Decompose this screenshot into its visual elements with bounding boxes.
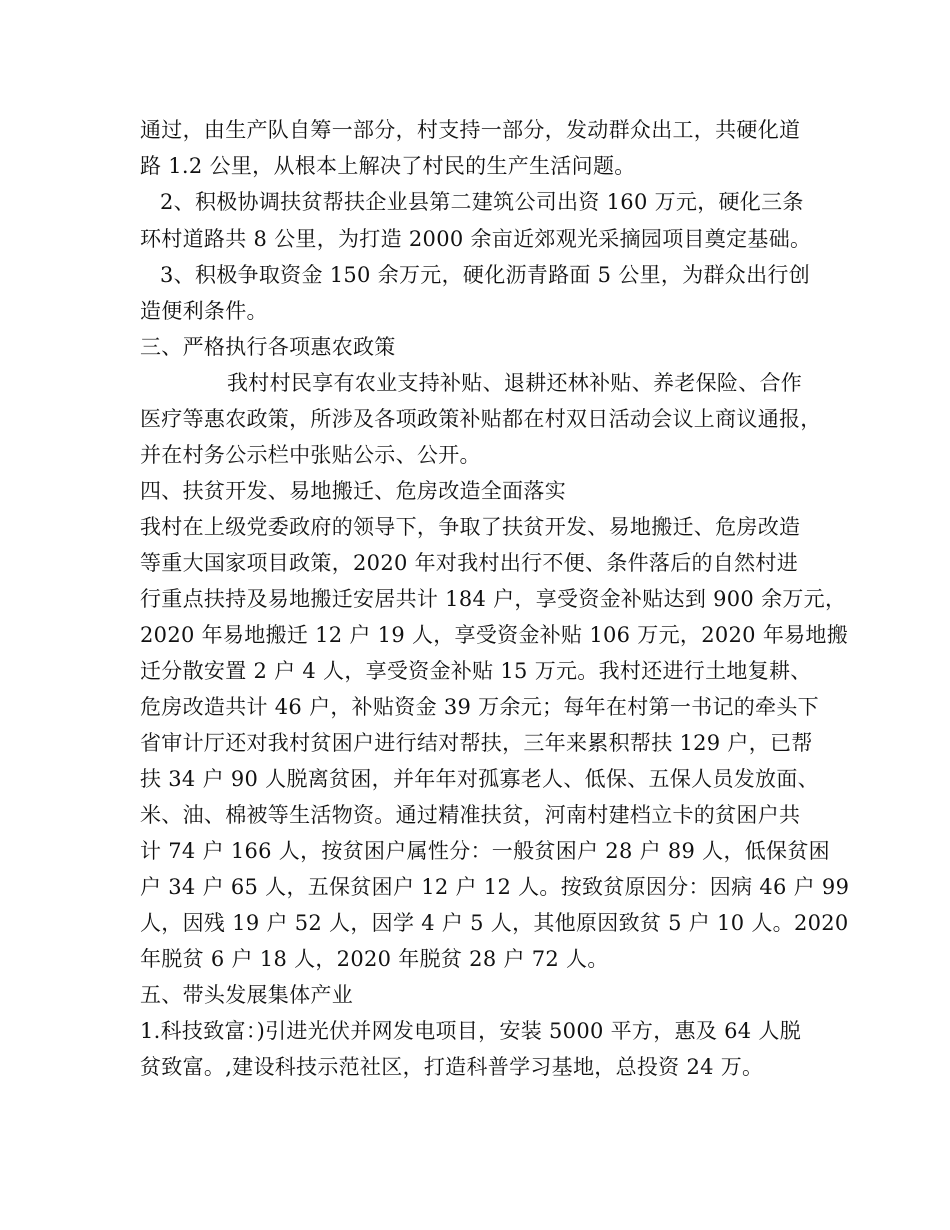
paragraph-line: 人，因残 19 户 52 人，因学 4 户 5 人，其他原因致贫 5 户 10 人。2020 [140,911,849,935]
paragraph-line: 1.科技致富：)引进光伏并网发电项目，安装 5000 平方，惠及 64 人脱 [140,1019,801,1043]
paragraph-line: 行重点扶持及易地搬迁安居共计 184 户，享受资金补贴达到 900 余万元， [140,587,847,611]
paragraph-line: 医疗等惠农政策，所涉及各项政策补贴都在村双日活动会议上商议通报， [140,407,822,431]
paragraph-line: 我村在上级党委政府的领导下，争取了扶贫开发、易地搬迁、危房改造 [140,515,801,539]
paragraph-line: 米、油、棉被等生活物资。通过精准扶贫，河南村建档立卡的贫困户共 [140,803,801,827]
list-item-line: 2、积极协调扶贫帮扶企业县第二建筑公司出资 160 万元，硬化三条 [160,190,804,214]
section-heading: 四、扶贫开发、易地搬迁、危房改造全面落实 [140,479,566,503]
paragraph-line: 省审计厅还对我村贫困户进行结对帮扶，三年来累积帮扶 129 户，已帮 [140,731,813,755]
paragraph-line: 危房改造共计 46 户，补贴资金 39 万余元；每年在村第一书记的牵头下 [140,695,819,719]
paragraph-line: 年脱贫 6 户 18 人，2020 年脱贫 28 户 72 人。 [140,947,609,971]
paragraph-line: 迁分散安置 2 户 4 人，享受资金补贴 15 万元。我村还进行土地复耕、 [140,659,812,683]
paragraph-line: 扶 34 户 90 人脱离贫困，并年年对孤寡老人、低保、五保人员发放面、 [140,767,819,791]
paragraph-line: 我村村民享有农业支持补贴、退耕还林补贴、养老保险、合作 [227,371,803,395]
paragraph-line: 2020 年易地搬迁 12 户 19 人，享受资金补贴 106 万元，2020 年易地搬 [140,623,849,647]
list-item-line: 3、积极争取资金 150 余万元，硬化沥青路面 5 公里，为群众出行创 [160,263,811,287]
paragraph-line: 路 1.2 公里，从根本上解决了村民的生产生活问题。 [140,154,636,178]
section-heading: 三、严格执行各项惠农政策 [140,335,396,359]
paragraph-line: 通过，由生产队自筹一部分，村支持一部分，发动群众出工，共硬化道 [140,118,801,142]
paragraph-line: 贫致富。,建设科技示范社区，打造科普学习基地，总投资 24 万。 [140,1055,764,1079]
paragraph-line: 等重大国家项目政策，2020 年对我村出行不便、条件落后的自然村进 [140,551,799,575]
paragraph-line: 计 74 户 166 人，按贫困户属性分：一般贫困户 28 户 89 人，低保贫困 [140,839,830,863]
paragraph-line: 环村道路共 8 公里，为打造 2000 余亩近郊观光采摘园项目奠定基础。 [140,227,812,251]
paragraph-line: 户 34 户 65 人，五保贫困户 12 户 12 人。按致贫原因分：因病 46 户 99 [140,875,850,899]
paragraph-line: 并在村务公示栏中张贴公示、公开。 [140,443,481,467]
paragraph-line: 造便利条件。 [140,299,268,323]
section-heading: 五、带头发展集体产业 [140,983,353,1007]
